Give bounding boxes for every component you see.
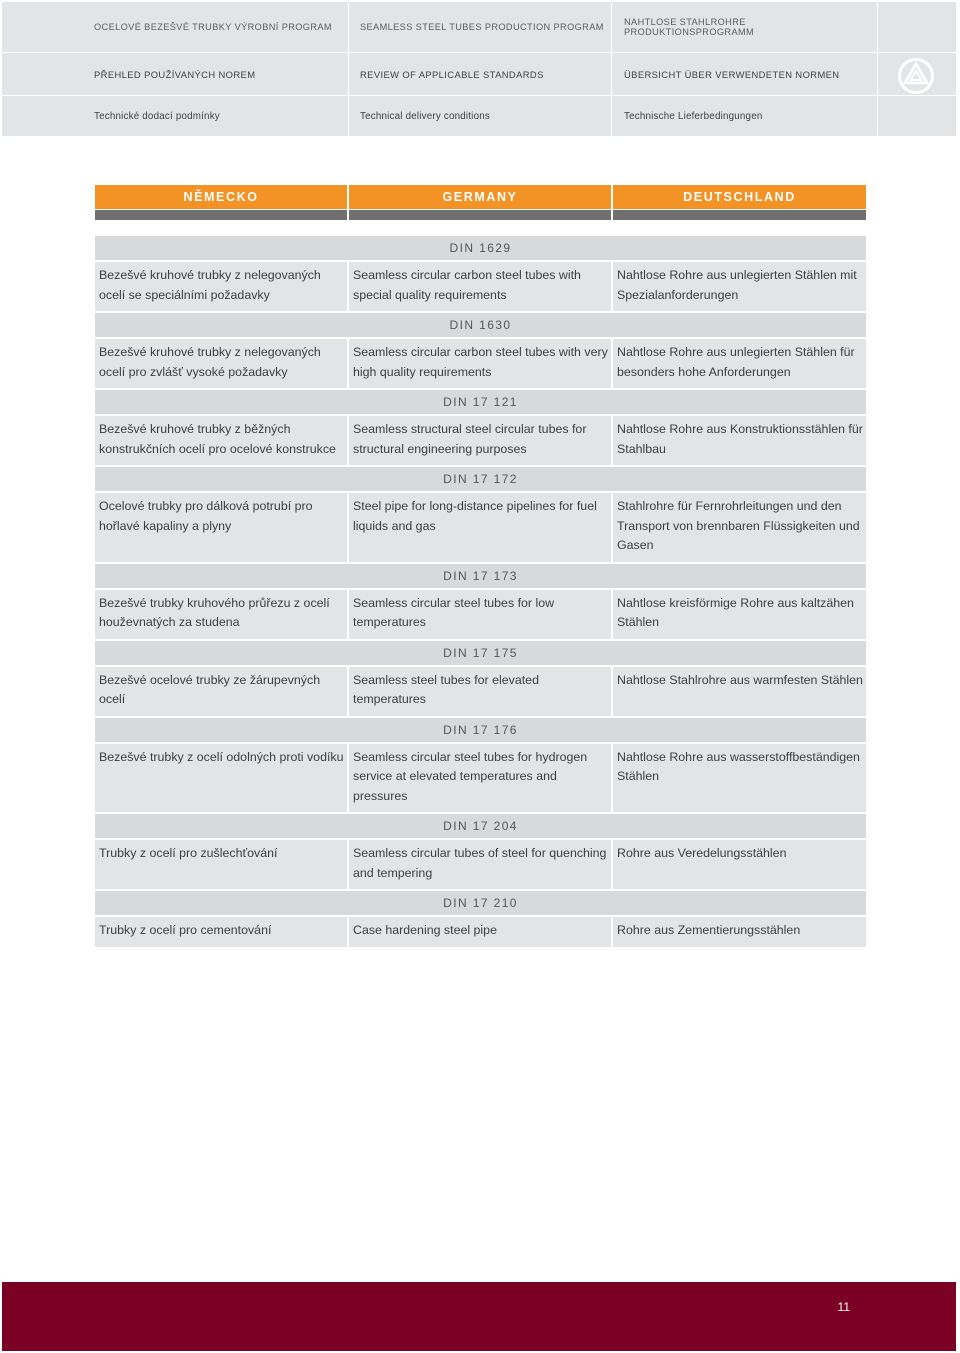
description-en: Seamless steel tubes for elevated temperatures [349, 667, 611, 716]
table-row [95, 493, 866, 562]
country-underbar [95, 210, 347, 220]
din-heading: DIN 17 175 [95, 641, 866, 665]
header-standards-row [2, 53, 877, 95]
table-row [95, 590, 866, 639]
description-en: Case hardening steel pipe [349, 917, 611, 947]
country-cs: NĚMECKO [95, 185, 347, 209]
description-cs: Ocelové trubky pro dálková potrubí pro hořlavé kapaliny a plyny [95, 493, 347, 562]
standards-table [95, 236, 866, 949]
table-row [95, 917, 866, 947]
description-de: Nahtlose kreisförmige Rohre aus kaltzähen Stählen [613, 590, 866, 639]
description-cs: Bezešvé trubky kruhového průřezu z ocelí houževnatých za studena [95, 590, 347, 639]
table-row [95, 262, 866, 311]
table-row [95, 667, 866, 716]
header-divider [2, 95, 956, 96]
description-de: Rohre aus Veredelungsstählen [613, 840, 866, 889]
triangle-logo-icon [898, 58, 934, 94]
header-standards-cs: PŘEHLED POUŽÍVANÝCH NOREM [94, 68, 256, 80]
description-en: Seamless circular steel tubes for low temperatures [349, 590, 611, 639]
header-conditions-en: Technical delivery conditions [360, 110, 490, 122]
header-conditions-row [2, 96, 877, 136]
description-en: Seamless circular carbon steel tubes with special quality requirements [349, 262, 611, 311]
description-cs: Bezešvé kruhové trubky z nelegovaných ocelí pro zvlášť vysoké požadavky [95, 339, 347, 388]
table-row [95, 840, 866, 889]
din-heading: DIN 17 173 [95, 564, 866, 588]
din-heading: DIN 17 176 [95, 718, 866, 742]
header-program-en: SEAMLESS STEEL TUBES PRODUCTION PROGRAM [360, 22, 604, 32]
country-en: GERMANY [349, 185, 611, 209]
header-divider [877, 2, 878, 136]
description-en: Seamless structural steel circular tubes for structural engineering purposes [349, 416, 611, 465]
header-standards-en: REVIEW OF APPLICABLE STANDARDS [360, 68, 544, 80]
description-en: Seamless circular carbon steel tubes with very high quality requirements [349, 339, 611, 388]
table-row [95, 416, 866, 465]
description-cs: Bezešvé ocelové trubky ze žárupevných ocelí [95, 667, 347, 716]
description-cs: Bezešvé kruhové trubky z běžných konstrukčních ocelí pro ocelové konstrukce [95, 416, 347, 465]
description-en: Seamless circular tubes of steel for quenching and tempering [349, 840, 611, 889]
description-de: Stahlrohre für Fernrohrleitungen und den Transport von brennbaren Flüssigkeiten und Gasen [613, 493, 866, 562]
header-program-de: NAHTLOSE STAHLROHRE PRODUKTIONSPROGRAMM [624, 17, 755, 37]
description-en: Seamless circular steel tubes for hydrogen service at elevated temperatures and pressures [349, 744, 611, 813]
country-underbar [613, 210, 866, 220]
page-header [2, 2, 956, 136]
header-conditions-cs: Technické dodací podmínky [94, 110, 220, 122]
header-divider [2, 52, 956, 53]
header-program-cs: OCELOVÉ BEZEŠVÉ TRUBKY VÝROBNÍ PROGRAM [94, 22, 332, 32]
description-de: Nahtlose Stahlrohre aus warmfesten Stählen [613, 667, 866, 716]
din-heading: DIN 17 210 [95, 891, 866, 915]
din-heading: DIN 17 172 [95, 467, 866, 491]
din-heading: DIN 17 121 [95, 390, 866, 414]
description-de: Rohre aus Zementierungsstählen [613, 917, 866, 947]
description-de: Nahtlose Rohre aus wasserstoffbeständigen Stählen [613, 744, 866, 813]
page-number: 11 [837, 1300, 850, 1314]
description-cs: Trubky z ocelí pro zušlechťování [95, 840, 347, 889]
header-conditions-de: Technische Lieferbedingungen [624, 110, 763, 122]
din-heading: DIN 1630 [95, 313, 866, 337]
description-cs: Trubky z ocelí pro cementování [95, 917, 347, 947]
description-cs: Bezešvé trubky z ocelí odolných proti vodíku [95, 744, 347, 813]
table-row [95, 744, 866, 813]
description-de: Nahtlose Rohre aus unlegierten Stählen für besonders hohe Anforderungen [613, 339, 866, 388]
country-underbar [349, 210, 611, 220]
header-standards-de: ÜBERSICHT ÜBER VERWENDETEN NORMEN [624, 68, 840, 80]
description-en: Steel pipe for long-distance pipelines for fuel liquids and gas [349, 493, 611, 562]
header-divider [348, 2, 349, 136]
din-heading: DIN 17 204 [95, 814, 866, 838]
page-footer [2, 1282, 956, 1351]
country-de: DEUTSCHLAND [613, 185, 866, 209]
description-de: Nahtlose Rohre aus Konstruktionsstählen für Stahlbau [613, 416, 866, 465]
din-heading: DIN 1629 [95, 236, 866, 260]
table-row [95, 339, 866, 388]
description-cs: Bezešvé kruhové trubky z nelegovaných ocelí se speciálními požadavky [95, 262, 347, 311]
header-divider [611, 2, 612, 136]
header-program-row [2, 2, 877, 52]
description-de: Nahtlose Rohre aus unlegierten Stählen mit Spezialanforderungen [613, 262, 866, 311]
